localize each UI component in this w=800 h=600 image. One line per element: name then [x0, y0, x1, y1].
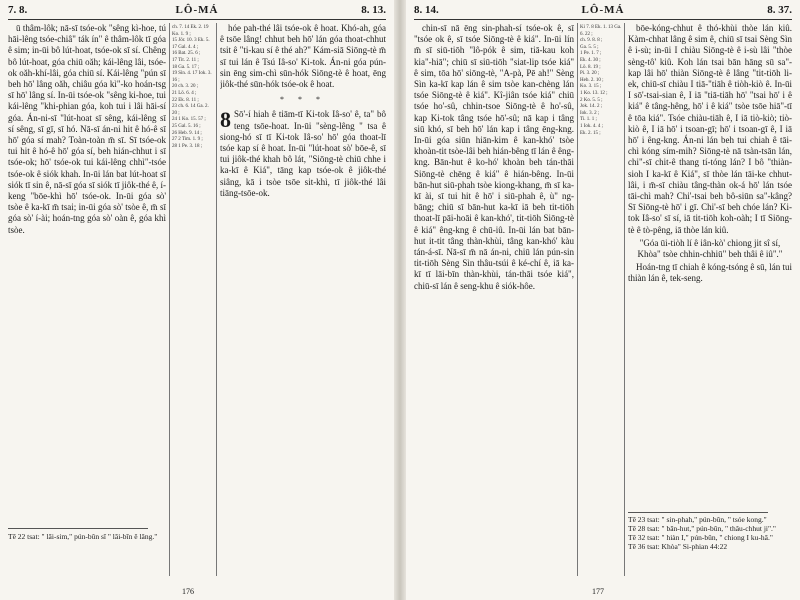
left-refs-text: ch. 7. 14 Ek. 2. 19 Ko. 1. 9 ; 15 Jōr. 10. 3 Ek. 5. 17 Gal. 4. 4 ; 16 Bat. 25. 6 ; 17 Tit. 2. 11 ; 18 Ga. 5. 17 ; 19 Sìn. 4. 17 Iok. 3. 16 ; 20 ch. 3. 20 ; 21 Lō. 6. 4 ; 22 Ek. 8. 11 ; 23 ch. 6. 14 Ga. 2. 20 ; 24 1 Ko. 15. 57 ; 25 Gal. 5. 16 ; 26 Heb. 9. 14 ; 27 2 Tim. 1. 9 ; 28 1 Pe. 3. 18 ;	[172, 25, 212, 149]
left-col2b-text: Sō'-í hiah ê tiām-tī Ki-tok Iâ-so' ê, ta" bô teng tsōe-hoat. In-ūi "sèng-lêng " tsa ê siong-hó sī tī Ki-tok Iâ-so' hō' góa thoat-lī tsóe kap sí ê hoat. In-ūi "lút-hoat sò' bōe-ê, sī tui jiôk-thé khah bô lát, "Siōng-tè chiū chhe i ka-kī ê Kiá", tāng kap tsóe-ok ê jiôk-thé siâng, kā i tsòe tsōe sit-khì, tī jiôk-thé lâi tiāng-tsōe-ok.	[220, 109, 386, 198]
right-quote: "Góa ūi-tiòh lí ê iân-kò' chiong jit sî sí, Khòa" tsòe chhin-chhiū" beh thâi ê iû"."	[637, 237, 783, 260]
left-page-number: 176	[182, 587, 194, 596]
right-text-column-2	[628, 23, 792, 514]
right-cross-references	[577, 23, 625, 576]
right-footnote-3: Tē 32 tsat: " hiàn I," pún-bûn, " chiong I ku-hā."	[628, 533, 773, 542]
left-page-header	[8, 4, 386, 20]
section-divider: * * *	[280, 95, 326, 105]
left-footnote: Tē 22 tsat: " lāi-sim," pún-bûn sī " lāi-bīn ê lâng."	[8, 532, 158, 541]
right-columns	[414, 23, 792, 576]
left-header-title: LÔ-MÁ	[175, 4, 219, 16]
right-refs-text: Ki 7. 8 Ek. 1. 13 Ga. 6. 22 ; ch. 9. 8. 8 ; Ga. 5. 5 ; 1 Pe. 1. 7 ; Ek. 4. 30 ; Lō. 8. 19 ; Pi. 3. 20 ; Heb. 2. 10 ; Ko. 3. 15 ; 1 Ko. 13. 12 ; 2 Ko. 5. 5 ; Jok. 14. 2 ; Iok. 3. 2 ; Ti. 1. 1 ; 1 Iok. 4. 4 ; Ek. 2. 15 ;	[580, 25, 622, 136]
right-footnote-4: Tē 36 tsat: Khòa" Si-phian 44:22	[628, 542, 728, 551]
right-header-ref: 8. 14.	[414, 4, 439, 16]
left-text-column-1	[8, 23, 166, 530]
right-header-rule	[414, 19, 792, 20]
right-header-title: LÔ-MÁ	[581, 4, 625, 16]
left-cross-references	[169, 23, 217, 576]
left-header-ref: 7. 8.	[8, 4, 28, 16]
right-footnote-1: Tē 23 tsat: " sin-phah," pún-bûn, " tsóe kong."	[628, 515, 767, 524]
right-footnote-rule	[628, 512, 768, 513]
right-page-number: 177	[592, 587, 604, 596]
left-page	[0, 0, 394, 600]
left-col2-text: hóe pah-thé lâi tsóe-ok ê hoat. Khó-ah, góa ê tsōe lâng! chhut beh hō' lán góa thoat-chhut tsit ê "ti-kau sí ê thé ah?" Kám-siā Siōng-tè m̄ sī tui lán ê Tsú Iâ-so' Ki-tok. Án-ni góa pún-sin ēng sim-chì sūn-hók Siōng-tè ê hoat, ēng jiôk-thé sūn-hók tsóe-ok ê hoat.	[220, 23, 386, 90]
right-footnotes	[628, 515, 792, 551]
left-header-rule	[8, 19, 386, 20]
right-page-header	[414, 4, 792, 20]
book-gutter	[394, 0, 406, 600]
right-footnote-2: Tē 28 tsat: " bān-hut," pún-bûn, " thâu-chhut ji"."	[628, 524, 776, 533]
left-text-column-2	[220, 23, 386, 576]
right-col2-text: bōe-kóng-chhut ê thó-khùi thòe lán kiû. Kàm-chhat lâng ê sim ê, chiū sī tsai Sèng Sìn ê i-sù; in-ūi I chiàu Siōng-tè ê i-sù lâi "thòe sèng-tô' kiû. Koh lán tsai bān hāng sū sa"-kap lâi hō' thiàn Siōng-tè ê lâng "tit-tiōh li-ek, chiū-sī chiàu I tiā-"tiāh ê tiòh-kiò ê. In-ūi I sō'-tsai-sian ê, I iā "tiā-tiāh hō' "tsai hō' i ê kiá" ê tâng-hêng, hō' i ê kiá" tsòe tsōe hiā"-tī ê tōa kiá". Tsóe chiàu-tiāh ê, I iā tiò-kiò; tiò-kiò ê, I iā hō' i tsoan-gī; hō' i tsoan-gī ê, I iā hō' i êng-kng. Án-ni lán beh tui chiah ê tāi-chì kóng sím-mih? Siōng-tè nā tsàn-tsān lán, chi"-sī chit-ê thang tí-tóng lán? I bô "thiàn-sioh I ka-kī ê Kiá", sī thòe lán tāi-ke chhut-lâi, i m̄-sī chiàu tâng-thàn ok-á hō' lán tsóe tāi-chì mah? Chi'-tsai beh bô-siūn sa"-kâng? Sī Siōng-tè hō' i gī. Chi'-sī beh chóe lán? Ki-tok Iâ-so' sī sí, iā tit-tiōh koh-oàh; I tī Siōng-tè ê tò-pêng, iā thòe lán kiû.	[628, 23, 792, 235]
left-columns	[8, 23, 386, 576]
right-text-column-1	[414, 23, 574, 576]
chapter-number: 8	[220, 107, 231, 133]
left-col1-text: ū thâm-lôk; nā-sī tsóe-ok "sêng kì-hoe, tú hāi-lêng tsóe-chiâ" ták ín" ê thâm-lôk tī góa ê sim; in-ūi bô lút-hoat, tsóe-ok sī sí. Chêng bô lút-hoat, góa chiū oăh; kái-lêng lâi, tsóe-ok oăh-khí-lâi, góa chiū sí. Kái-lêng "pún sī beh hō' lâng oăh, chiâu góa kì"-ko hoán-tsg sī hō' lâng sí. In-ūi tsóe-ok "sêng ki-hoe, tui kái-lêng "khi-phian góa, koh tui i lâi hāi-sí góa. Án-ni-sī "lút-hoat sī sêng, kái-lêng sī sí sêng, sī gī, sī hó. Nā-sī án-ni hit ê hó-ê sī hō' góa sí mah? Toàn-toàn m̄ sī. Sī tsóe-ok tui hit ê hó-ê hō' góa sí, beh hián-chhut i sī tsóe-ok; hō' tsóe-ok tui kái-lêng chhì"-tsóe tsóe-ok ê siók khah. In-ūi lán bat lút-hoat sī siók tī sin ê, nā-sī góa sī siók tī jiôk-thé ê, í-keng "bōe-khì hō' tsóe-ok. In-ūi góa sò' tsòe ê ka-kī m̄ tsai; in-ūi góa sò' tsòe ê, m̄ sī góa sò' í-ài; hoán-tng góa sò' oàn ê, góa khì tsòe.	[8, 23, 166, 235]
right-col1-text: chin-sī nā ēng sin-phah-sí tsóe-ok ê, sī "tsóe ok ê, sī tsóe Siōng-tè ê kiá". In-ūi lín m̄ sī siū-tiōh "lô-pók ê sim, tiā-kau koh kia"-hiā"; chiū sī siū-tiōh "siat-lip tsóe kiá" ê sim, tōa hō' siōng-tè, "A-pà, Pē ah!" Sèng Sìn ka-kī kap lán ê sim tsòe kan-chèng lán tsóe Siōng-tè ê kiá". Kî-jiân tsóe kiá" chiū tsóe ho'-sû, chhin-tsoe Siōng-tè ê ho'-sû, kap Ki-tok tâng tsóe hō'-sû; nā kap i tâng siū khó, sī beh hō' lán kap i tâng ēng-kng. In-ūi góa siūn hiān-kim ê kan-khó' tsòe khoàn-tit tsòe-lâi beh hián-bêng tī lán ê êng-kng. Bān-hut ê ko-hó' khoàn beh tán-thāi Siōng-tè chēng ê kiá" ê hián-bêng. In-ūi bān-hut siū-phah tsòe kiong-khang, m̄ sī ka-kī ài, sī tui hit ê hō' i siū-phah ê, ù" ng-bāng; chiū sī bān-hut ka-kī iā beh tit-tiōh thoat-lī pāi-hoāi ê kan-khó', tit-tiōh Siōng-tè ê kiá" êng-kng ê chū-iû. In-ūi lán bat bān-hut it-tit tâng thàn-khùi, tâng kan-khó' kàu tán-á-sī. Nā-sī m̄ nā án-ni, chiū lán pún-sin tit-tiōh Sèng Sìn thâu-tsúi ê ké-chí ê, iā ka-kī tī lāi-bīn thàn-khùi, tán-thāi tsóe kiá", chiū-sī lán ê seng-khu ê siók-hôe.	[414, 23, 574, 291]
right-page	[406, 0, 800, 600]
right-col2-end-text: Hoán-tng tī chiah ê kóng-tsóng ê sū, lán tui thiàn lán ê, tek-seng.	[628, 262, 792, 284]
left-header-ref-end: 8. 13.	[361, 4, 386, 16]
right-header-ref-end: 8. 37.	[767, 4, 792, 16]
left-footnote-rule	[8, 528, 148, 529]
